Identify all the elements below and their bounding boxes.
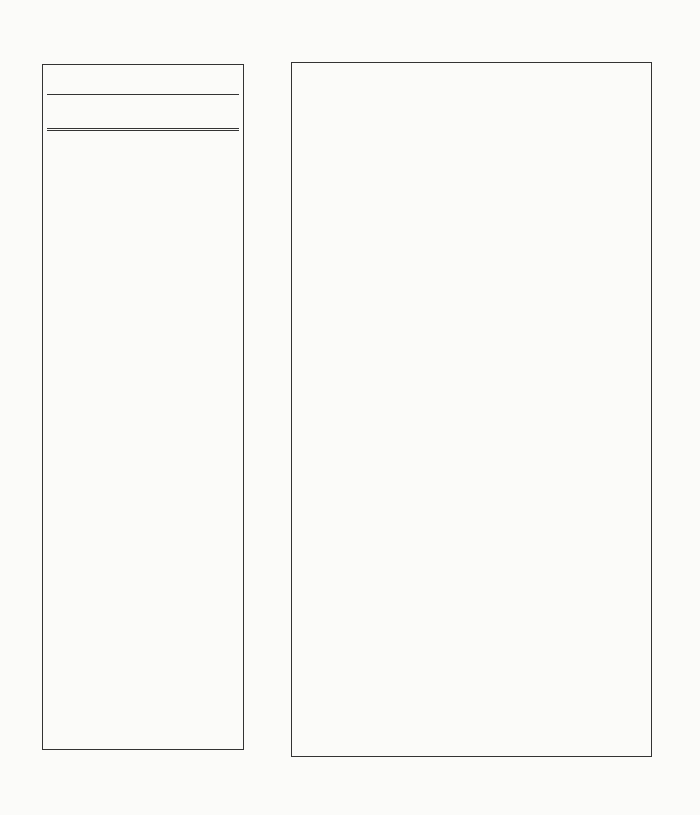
contents-divider	[47, 128, 239, 131]
editorial-panel	[291, 62, 652, 757]
masthead-divider	[47, 94, 239, 95]
masthead-panel	[42, 64, 244, 750]
ornamental-column-divider	[255, 62, 277, 774]
